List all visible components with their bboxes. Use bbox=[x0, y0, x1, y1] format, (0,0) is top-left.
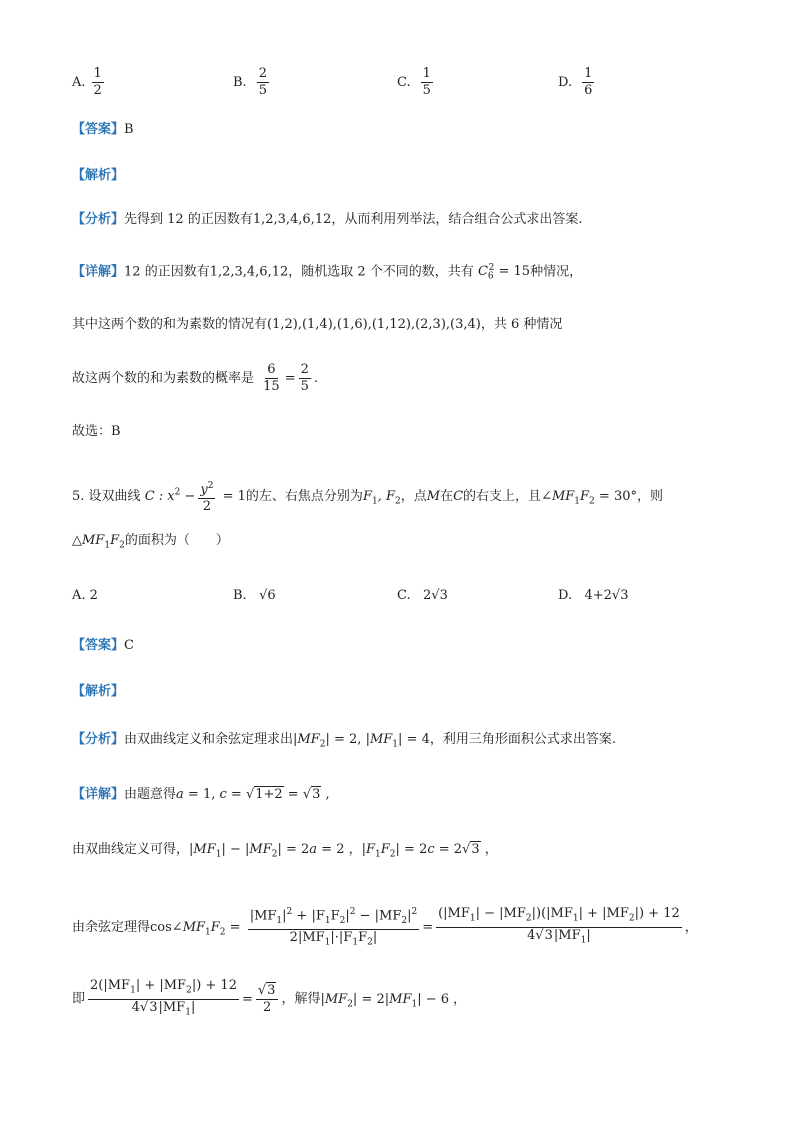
xiangjie-text: 由题意得 bbox=[124, 787, 177, 802]
option-letter: B. bbox=[233, 75, 247, 90]
ji-formula: $\frac{2(|MF_1| + |MF_2|) + 12}{4√3|MF_1|}$ = $\frac{√3}{2}$ bbox=[85, 992, 281, 1007]
stem-text: ，则 bbox=[636, 489, 663, 505]
curve-c: C bbox=[453, 489, 464, 505]
option-letter: A. bbox=[72, 588, 86, 603]
answer-tag: 【答案】 bbox=[72, 638, 125, 653]
angle-condition: $\angle MF_1F_2 = 30^\circ$ bbox=[541, 489, 637, 507]
q4-choose bbox=[72, 422, 121, 442]
option-letter: C. bbox=[397, 588, 411, 603]
q5-stem-line2 bbox=[72, 531, 229, 556]
triangle-symbol: $\triangle MF_1F_2$ bbox=[72, 533, 125, 551]
fenxi-formula: $|MF_2| = 2$, $|MF_1| = 4$ bbox=[293, 732, 430, 750]
q4-analysis-heading bbox=[72, 166, 124, 186]
fenxi-tag: 【分析】 bbox=[72, 732, 125, 747]
answer-value: C bbox=[124, 638, 134, 653]
fenxi-tag: 【分析】 bbox=[72, 212, 125, 227]
stem-text: 的右支上，且 bbox=[463, 489, 542, 505]
q5-cosine bbox=[72, 904, 698, 951]
option-value: 2√3 bbox=[423, 588, 448, 603]
ji-text: 即 bbox=[72, 991, 86, 1007]
option-value: 4+2√3 bbox=[584, 588, 629, 603]
option-value: √6 bbox=[259, 588, 276, 603]
combination-formula: $C_6^2 = 15$ bbox=[477, 263, 531, 282]
xiangjie-tag: 【详解】 bbox=[72, 264, 125, 280]
hyperbola-fraction: $\frac{y^2}{2}$ bbox=[198, 478, 215, 515]
option-letter: A. bbox=[72, 75, 86, 90]
q4-pairs bbox=[72, 315, 562, 335]
definition-formula: $|MF_1| - |MF_2| = 2a = 2$ ，$|F_1F_2| = 2c = 2√3$ ， bbox=[189, 842, 498, 860]
option-letter: B. bbox=[233, 588, 247, 603]
foci-symbols: $F_1$, $F_2$ bbox=[362, 489, 401, 507]
solve-text: ，解得 bbox=[281, 991, 321, 1007]
q5-stem-line1: 5. 设双曲线 C : $x^2$ − $\frac{y^2}{2}$ = 1的左、右焦点分别为$F_1$, $F_2$，点M在C的右支上，且$\angle MF_1F_2 = 30^\circ$，则 bbox=[72, 478, 663, 515]
xiangjie-text: 12 的正因数有1,2,3,4,6,12，随机选取 2 个不同的数，共有 bbox=[124, 264, 474, 280]
definition-text: 由双曲线定义可得， bbox=[72, 842, 190, 857]
fenxi-text-end: ，利用三角形面积公式求出答案. bbox=[429, 732, 616, 747]
q5-option-a bbox=[72, 588, 98, 603]
stem-text: 的左、右焦点分别为 bbox=[245, 489, 363, 505]
stem-text: ，点 bbox=[400, 489, 427, 505]
q4-option-a bbox=[72, 66, 107, 99]
solve-formula: $|MF_2| = 2|MF_1| - 6$ ， bbox=[320, 991, 467, 1010]
option-fraction: $\frac{1}{6}$ bbox=[584, 66, 593, 98]
xiangjie-text-end: 种情况， bbox=[530, 264, 583, 280]
option-letter: C. bbox=[397, 75, 411, 90]
q5-analysis-heading bbox=[72, 682, 124, 702]
option-letter: D. bbox=[558, 75, 573, 90]
option-fraction: $\frac{2}{5}$ bbox=[258, 66, 267, 98]
stem-text: 的面积为（ ） bbox=[124, 533, 229, 548]
q5-option-b bbox=[233, 588, 276, 603]
q4-probability: 故这两个数的和为素数的概率是 $\frac{6}{15}$ = $\frac{2}{5}$ . bbox=[72, 362, 319, 394]
cosine-formula: $\cos\angle MF_1F_2$ = $\frac{|MF_1|^2 + |F_1F_2|^2 - |MF_2|^2}{2|MF_1|\cdot|F_1F_2|}$ = $\frac{(|MF_1| - |MF_2|)(|MF_1| + |MF_2|) + 12}{4√3|MF_1|}$ ， bbox=[150, 920, 698, 935]
answer-value: B bbox=[124, 122, 134, 137]
q5-option-d bbox=[558, 588, 629, 603]
q5-option-c bbox=[397, 588, 448, 603]
cosine-text: 由余弦定理得 bbox=[72, 919, 151, 935]
q5-definition bbox=[72, 840, 498, 865]
q5-answer bbox=[72, 636, 134, 656]
q4-xiangjie bbox=[72, 258, 582, 287]
fenxi-text: 先得到 12 的正因数有1,2,3,4,6,12，从而利用列举法，结合组合公式求出答案. bbox=[124, 212, 583, 227]
answer-tag: 【答案】 bbox=[72, 122, 125, 137]
q5-xiangjie bbox=[72, 785, 330, 805]
fenxi-text: 由双曲线定义和余弦定理求出 bbox=[124, 732, 294, 747]
q5-ji bbox=[72, 978, 466, 1020]
choose-text: 故选：B bbox=[72, 424, 121, 439]
probability-fraction-simplified: $\frac{2}{5}$ bbox=[300, 362, 309, 394]
q4-option-c bbox=[397, 66, 436, 99]
stem-text: 5. 设双曲线 bbox=[72, 489, 141, 505]
pairs-text: 其中这两个数的和为素数的情况有(1,2),(1,4),(1,6),(1,12),(2,3),(3,4)，共 6 种情况 bbox=[72, 317, 563, 332]
option-fraction: $\frac{1}{5}$ bbox=[422, 66, 431, 98]
q5-fenxi bbox=[72, 730, 616, 755]
q4-option-b bbox=[233, 66, 272, 99]
hyperbola-equation: C : $x^2$ − bbox=[144, 487, 196, 505]
option-fraction: $\frac{1}{2}$ bbox=[93, 66, 102, 98]
probability-fraction: $\frac{6}{15}$ bbox=[263, 362, 280, 394]
point-m: M bbox=[426, 489, 441, 505]
stem-text: 在 bbox=[440, 489, 454, 505]
analysis-tag: 【解析】 bbox=[72, 684, 125, 699]
q4-option-d bbox=[558, 66, 597, 99]
probability-text: 故这两个数的和为素数的概率是 bbox=[72, 371, 255, 386]
analysis-tag: 【解析】 bbox=[72, 168, 125, 183]
xiangjie-tag: 【详解】 bbox=[72, 787, 125, 802]
option-letter: D. bbox=[558, 588, 573, 603]
option-value: 2 bbox=[89, 588, 98, 603]
xiangjie-formula: a = 1, c = √1+2 = √3 , bbox=[176, 787, 330, 802]
q4-answer bbox=[72, 120, 134, 140]
q4-fenxi bbox=[72, 210, 583, 230]
